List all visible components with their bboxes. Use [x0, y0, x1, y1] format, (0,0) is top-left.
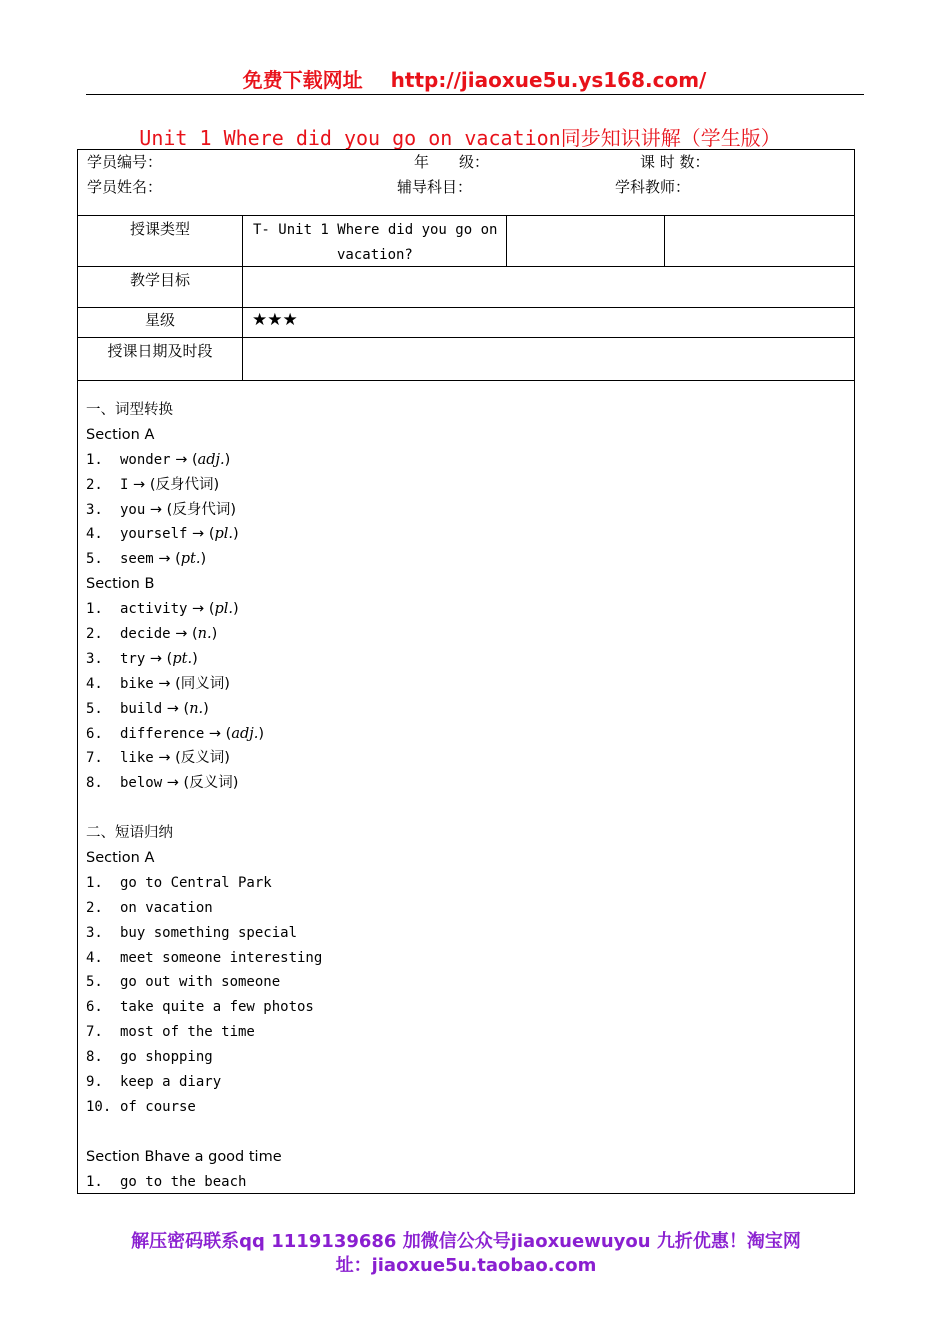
lesson-type-label: 授课类型 — [129, 220, 190, 238]
item-close-paren: ) — [224, 451, 231, 468]
item-close-paren: ) — [200, 551, 207, 568]
phrase-item — [86, 970, 846, 995]
item-close-paren: ) — [224, 750, 230, 767]
header-rule — [86, 94, 864, 95]
item-phrase: go shopping — [120, 1049, 213, 1066]
word-form-item — [86, 622, 846, 647]
hours-label: 课 时 数： — [640, 153, 710, 171]
word-form-item — [86, 746, 846, 771]
star-level-label: 星级 — [144, 311, 175, 329]
arrow-icon: → — [149, 501, 163, 518]
item-number: 7. — [86, 750, 103, 767]
arrow-icon: → — [208, 725, 222, 742]
arrow-icon: → — [192, 601, 205, 618]
phrase-item — [86, 1095, 846, 1120]
item-phrase: on vacation — [120, 899, 213, 916]
item-number: 6. — [86, 725, 103, 742]
item-part-of-speech: n. — [197, 626, 212, 643]
item-phrase: most of the time — [120, 1024, 255, 1041]
item-number: 3. — [86, 924, 103, 941]
item-number: 3. — [86, 501, 103, 518]
phrase-list-a — [86, 871, 846, 1120]
student-no-label: 学员编号： — [87, 153, 163, 171]
footer-line-1: 解压密码联系qq 1119139686 加微信公众号jiaoxuewuyou 九折优惠！淘宝网 — [131, 1231, 801, 1252]
header-url-link[interactable]: http://jiaoxue5u.ys168.com/ — [390, 68, 707, 92]
item-word: decide — [120, 626, 171, 643]
item-phrase: take quite a few photos — [120, 999, 314, 1016]
item-tag: ( — [208, 601, 215, 618]
item-word: difference — [120, 725, 205, 742]
item-number: 3. — [86, 650, 103, 667]
title-english: Unit 1 Where did you go on vacation — [139, 126, 561, 150]
table-column-divider — [664, 215, 665, 266]
item-phrase: buy something special — [120, 924, 298, 941]
section-title: Section A — [86, 850, 155, 867]
item-tag: (反义词 — [175, 750, 225, 767]
phrase-item — [86, 871, 846, 896]
item-tag: ( — [191, 626, 198, 643]
arrow-icon: → — [158, 551, 171, 568]
item-close-paren: ) — [232, 775, 239, 792]
phrase-item — [86, 1045, 846, 1070]
word-form-list-b — [86, 597, 846, 796]
table-divider — [77, 307, 855, 308]
item-number: 1. — [86, 1173, 103, 1190]
word-form-item — [86, 473, 846, 498]
table-column-divider — [242, 215, 243, 380]
item-phrase: go to Central Park — [120, 874, 272, 891]
item-close-paren: ) — [203, 700, 209, 717]
item-phrase: meet someone interesting — [120, 949, 323, 966]
item-word: activity — [120, 601, 188, 618]
section-heading: 二、短语归纳 — [86, 825, 173, 842]
teaching-goal-label: 教学目标 — [129, 271, 190, 289]
section-heading: 一、词型转换 — [86, 402, 173, 418]
item-phrase: of course — [120, 1098, 196, 1115]
word-form-item — [86, 697, 846, 722]
item-tag: ( — [175, 551, 181, 568]
item-part-of-speech: pl. — [214, 601, 234, 618]
arrow-icon: → — [166, 700, 179, 717]
item-word: bike — [120, 675, 154, 692]
item-number: 2. — [86, 899, 103, 916]
word-form-item — [86, 771, 846, 796]
item-number: 2. — [86, 476, 103, 493]
blank-line — [86, 796, 846, 821]
phrase-item — [86, 995, 846, 1020]
item-number: 6. — [86, 999, 103, 1016]
item-tag: ( — [183, 700, 190, 717]
arrow-icon: → — [192, 526, 205, 543]
page-footer — [86, 1230, 846, 1278]
arrow-icon: → — [158, 675, 171, 692]
item-close-paren: ) — [224, 675, 230, 692]
word-form-item — [86, 522, 846, 547]
arrow-icon: → — [133, 476, 146, 493]
arrow-icon: → — [175, 626, 188, 643]
word-form-item — [86, 448, 846, 473]
table-divider — [77, 266, 855, 267]
item-number: 1. — [86, 601, 103, 618]
arrow-icon: → — [149, 650, 163, 667]
arrow-icon: → — [158, 750, 171, 767]
phrase-item — [86, 946, 846, 971]
word-form-item — [86, 647, 846, 672]
item-close-paren: ) — [213, 476, 220, 493]
item-word: build — [120, 700, 163, 717]
item-number: 8. — [86, 1049, 103, 1066]
blank-line — [86, 1120, 846, 1145]
item-close-paren: ) — [233, 526, 239, 543]
arrow-icon: → — [166, 775, 179, 792]
footer-line-2: 址：jiaoxue5u.taobao.com — [335, 1255, 597, 1276]
section-title: Section B — [86, 576, 155, 593]
item-word: try — [120, 650, 146, 667]
item-number: 8. — [86, 775, 103, 792]
subject-label: 辅导科目： — [397, 178, 473, 196]
item-number: 4. — [86, 675, 103, 692]
item-tag: ( — [166, 650, 173, 667]
phrase-item — [86, 1020, 846, 1045]
word-form-list-a — [86, 448, 846, 572]
item-close-paren: ) — [258, 725, 265, 742]
phrase-item — [86, 896, 846, 921]
word-form-item — [86, 547, 846, 572]
item-tag: (同义词 — [175, 675, 225, 692]
item-part-of-speech: pt. — [180, 551, 201, 568]
word-form-item — [86, 498, 846, 523]
phrase-item — [86, 1070, 846, 1095]
item-word: you — [120, 501, 146, 518]
item-number: 1. — [86, 874, 103, 891]
item-tag: ( — [191, 451, 198, 468]
item-word: I — [120, 476, 129, 493]
item-number: 5. — [86, 700, 103, 717]
item-number: 1. — [86, 451, 103, 468]
section-title: Section A — [86, 426, 155, 443]
phrase-item — [86, 1170, 846, 1195]
grade-label: 年 级： — [414, 153, 490, 171]
header-label: 免费下载网址 — [242, 68, 363, 92]
item-number: 7. — [86, 1024, 103, 1041]
item-word: wonder — [120, 451, 171, 468]
item-part-of-speech: n. — [189, 700, 204, 717]
title-chinese: 同步知识讲解（学生版） — [560, 126, 781, 150]
item-part-of-speech: pl. — [214, 526, 234, 543]
item-part-of-speech: pt. — [172, 650, 193, 667]
item-tag: (反身代词 — [166, 501, 231, 518]
table-column-divider — [506, 215, 507, 266]
section-title: Section Bhave a good time — [86, 1148, 282, 1165]
phrase-list-b — [86, 1170, 846, 1195]
item-word: seem — [120, 551, 154, 568]
document-title — [60, 124, 860, 152]
word-form-item — [86, 722, 846, 747]
teacher-label: 学科教师： — [615, 178, 691, 196]
item-number: 5. — [86, 551, 103, 568]
item-phrase: go to the beach — [120, 1173, 247, 1190]
item-close-paren: ) — [192, 650, 198, 667]
lesson-type-value-line2: vacation? — [337, 247, 413, 263]
table-divider — [77, 215, 855, 216]
item-close-paren: ) — [211, 626, 218, 643]
item-part-of-speech: adj. — [231, 725, 259, 742]
student-name-label: 学员姓名： — [87, 178, 163, 196]
item-word: yourself — [120, 526, 188, 543]
item-tag: (反身代词 — [149, 476, 214, 493]
item-number: 4. — [86, 949, 103, 966]
item-number: 9. — [86, 1074, 103, 1091]
table-divider — [77, 337, 855, 338]
word-form-item — [86, 672, 846, 697]
item-tag: ( — [225, 725, 232, 742]
lesson-type-value-line1: T- Unit 1 Where did you go on — [253, 222, 498, 238]
lesson-content — [86, 398, 846, 1195]
item-number: 10. — [86, 1098, 112, 1115]
item-phrase: go out with someone — [120, 974, 281, 991]
item-part-of-speech: adj. — [197, 451, 225, 468]
item-number: 2. — [86, 626, 103, 643]
table-divider — [77, 380, 855, 381]
star-rating: ★★★ — [252, 310, 298, 330]
item-phrase: keep a diary — [120, 1074, 222, 1091]
item-close-paren: ) — [230, 501, 237, 518]
word-form-item — [86, 597, 846, 622]
item-word: below — [120, 775, 163, 792]
phrase-item — [86, 921, 846, 946]
item-tag: ( — [208, 526, 215, 543]
item-number: 4. — [86, 526, 103, 543]
item-number: 5. — [86, 974, 103, 991]
item-close-paren: ) — [233, 601, 239, 618]
lesson-date-label: 授课日期及时段 — [107, 342, 213, 360]
page-header — [86, 66, 863, 94]
item-word: like — [120, 750, 154, 767]
item-tag: (反义词 — [183, 775, 233, 792]
arrow-icon: → — [175, 451, 188, 468]
